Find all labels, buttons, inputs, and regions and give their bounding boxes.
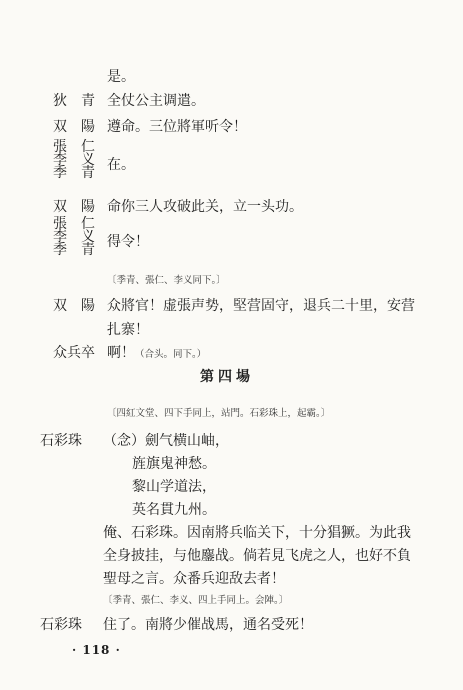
page-number: · 118 · [72,643,121,657]
speaker-group [53,218,95,257]
speaker-name: 張 仁 [53,139,95,155]
dialogue-line: 全仗公主调遣。 [107,93,205,109]
speaker-name: 季 青 [53,242,95,258]
speaker-name: 众兵卒 [53,345,95,361]
dialogue-line: 众將官！虚張声势，堅营固守，退兵二十里，安营 [107,298,415,314]
speaker-name: 石彩珠 [40,617,82,633]
dialogue-line: 得令！ [107,234,149,250]
dialogue-line: 俺、石彩珠。因南將兵临关下，十分猖獗。为此我 [103,525,411,541]
speaker-name: 狄 青 [53,93,95,109]
speaker-group [53,141,95,180]
dialogue-line: 在。 [107,157,135,173]
verse-line: 黎山学道法， [132,479,216,495]
dialogue-line: 命你三人攻破此关，立一头功。 [107,199,303,215]
speaker-name: 李 义 [53,229,95,245]
speaker-name: 石彩珠 [40,433,82,449]
dialogue-continuation: 是。 [107,69,135,85]
speaker-name: 双 陽 [53,199,95,215]
speaker-name: 季 青 [53,165,95,181]
speaker-name: 双 陽 [53,298,95,314]
dialogue-line: 遵命。三位將軍听令！ [107,119,247,135]
verse-line: 旌旗鬼神愁。 [132,456,216,472]
scene-title: 第四場 [200,369,254,385]
speaker-name: 李 义 [53,152,95,168]
stage-direction: 〔季青、張仁、李义、四上手同上。会陣。〕 [103,595,289,606]
stage-direction: （合头。同下。） [135,349,207,360]
dialogue-line: 聖母之言。众番兵迎敌去者！ [103,571,285,587]
stage-direction: 〔季青、張仁、李义同下。〕 [107,275,226,286]
dialogue-line: 全身披挂，与他鏖战。倘若見飞虎之人，也好不負 [103,548,411,564]
stage-direction: 〔四紅文堂、四下手同上，站門。石彩珠上，起霸。〕 [107,408,331,419]
dialogue-line: 住了。南將少催战馬，通名受死！ [103,617,313,633]
dialogue-text: 啊！ [107,345,135,361]
dialogue-line [107,342,206,362]
verse-line: （念）劍气横山岫， [103,433,229,449]
speaker-name: 張 仁 [53,216,95,232]
speaker-name: 双 陽 [53,119,95,135]
dialogue-line: 扎寨！ [107,322,149,338]
verse-line: 英名貫九州。 [132,502,216,518]
